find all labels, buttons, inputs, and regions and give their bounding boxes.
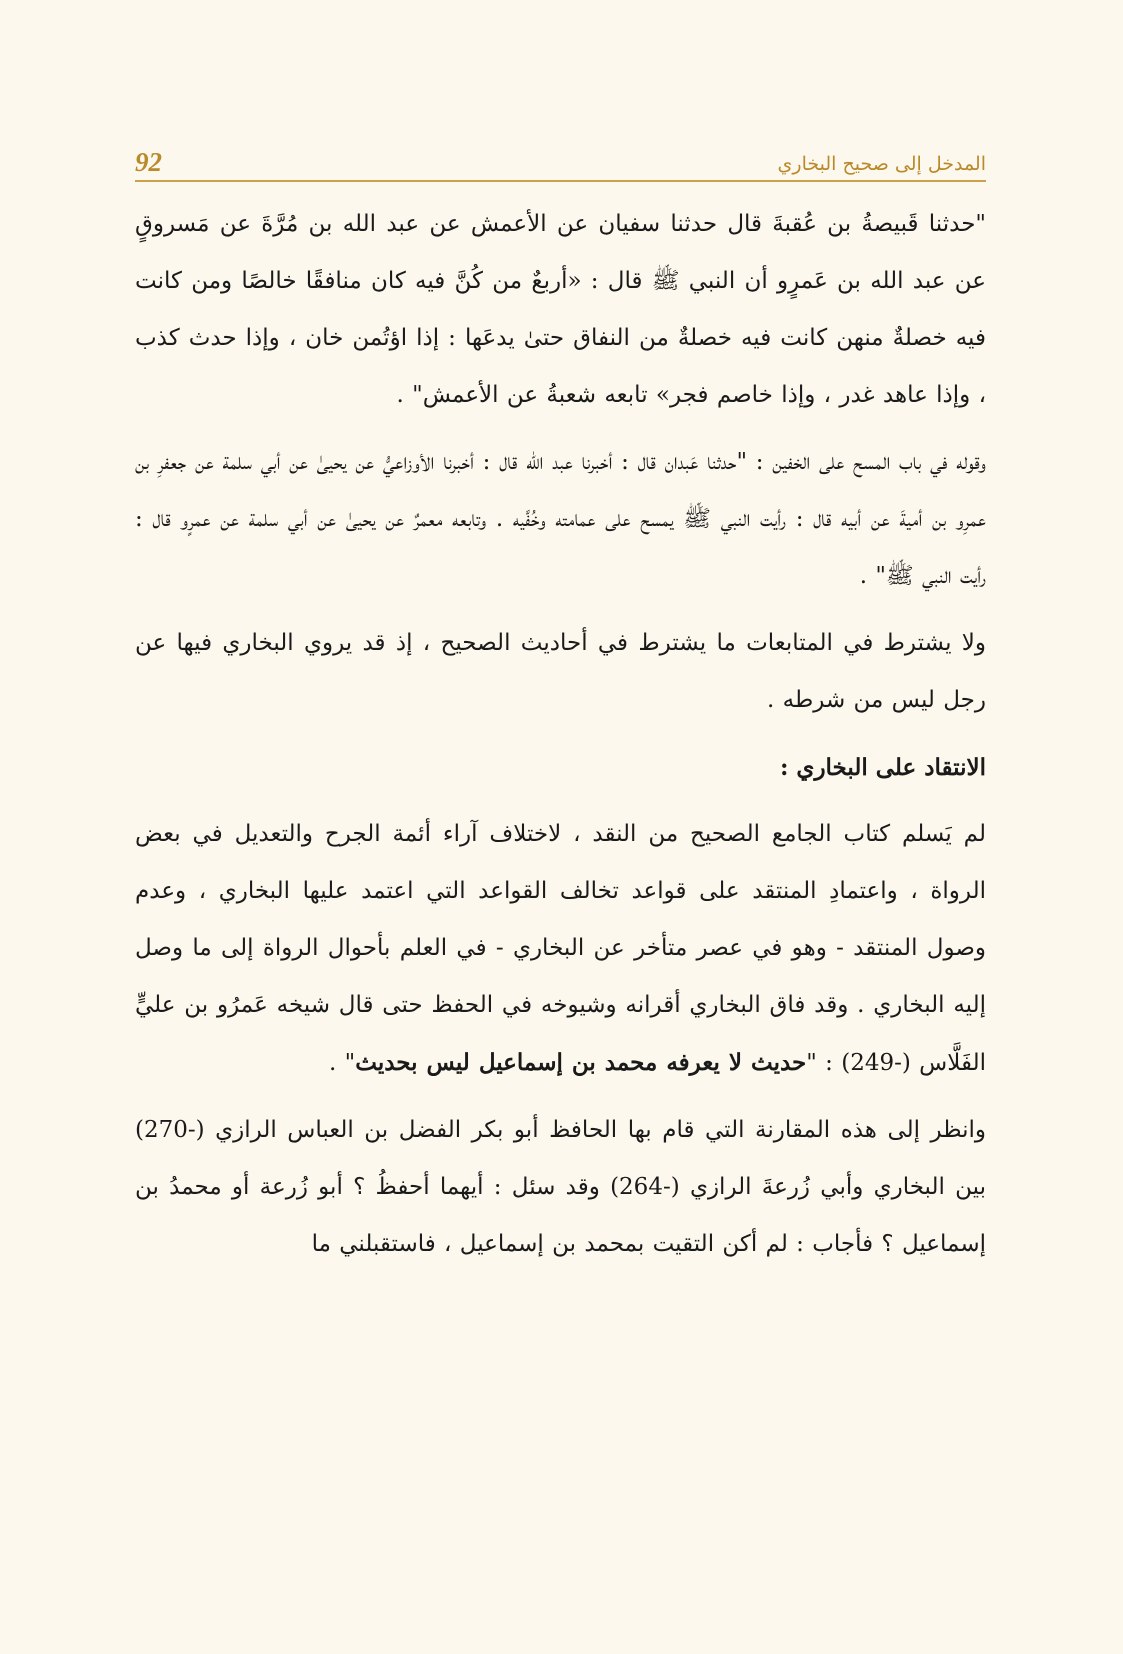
- criticism-end: " .: [329, 1050, 356, 1076]
- paragraph-hadith-munafiq: "حدثنا قَبيصةُ بن عُقبةَ قال حدثنا سفيان عن الأعمش عن عبد الله بن مُرَّةَ عن مَسروقٍ عن عبد الله بن عَمرٍو أن النبي ﷺ قال : «أربعٌ من كُنَّ فيه كان منافقًا خالصًا ومن كانت فيه خصلةٌ منهن كانت فيه خصلةٌ من النفاق حتىٰ يدعَها : إذا اؤتُمن خان ، وإذا حدث كذب ، وإذا عاهد غدر ، وإذا خاصم فجر» تابعه شعبةُ عن الأعمش" .: [135, 211, 986, 408]
- paragraph-mutabaat: ولا يشترط في المتابعات ما يشترط في أحاديث الصحيح ، إذ قد يروي البخاري فيها عن رجل ليس من شرطه .: [135, 630, 986, 713]
- page-number: 92: [135, 147, 162, 177]
- paragraph-criticism: [135, 806, 986, 1092]
- running-title: المدخل إلى صحيح البخاري: [777, 153, 986, 176]
- paragraph-mash-khuffain: وقوله في باب المسح على الخفين : "حدثنا عَبدان قال : أخبرنا عبد الله قال : أخبرنا الأوزاعيُّ عن يحيىٰ عن أبي سلمة عن جعفرِ بن عمرِو بن أميةَ عن أبيه قال : رأيت النبي ﷺ يمسح على عمامته وخُفَّيه . وتابعه معمرٌ عن يحيىٰ عن أبي سلمة عن عمرٍو قال : رأيت النبي ﷺ" .: [135, 449, 986, 589]
- running-header: [135, 130, 986, 182]
- body-text: [135, 196, 986, 1273]
- criticism-text: لم يَسلم كتاب الجامع الصحيح من النقد ، لاختلاف آراء أئمة الجرح والتعديل في بعض الرواة ، واعتمادِ المنتقد على قواعد تخالف القواعد التي اعتمد عليها البخاري ، وعدم وصول المنتقد - وهو في عصر متأخر عن البخاري - في العلم بأحوال الرواة إلى ما وصل إليه البخاري . وقد فاق البخاري أقرانه وشيوخه في الحفظ حتى قال شيخه عَمرُو بن عليٍّ الفَلَّاس (-249) : ": [135, 821, 986, 1076]
- page: [135, 130, 986, 1283]
- section-heading: الانتقاد على البخاري :: [779, 754, 986, 781]
- fallas-quote: حديث لا يعرفه محمد بن إسماعيل ليس بحديث: [355, 1049, 807, 1076]
- paragraph-comparison: وانظر إلى هذه المقارنة التي قام بها الحافظ أبو بكر الفضل بن العباس الرازي (-270) بين البخاري وأبي زُرعةَ الرازي (-264) وقد سئل : أيهما أحفظُ ؟ أبو زُرعة أو محمدُ بن إسماعيل ؟ فأجاب : لم أكن التقيت بمحمد بن إسماعيل ، فاستقبلني ما: [135, 1117, 986, 1257]
